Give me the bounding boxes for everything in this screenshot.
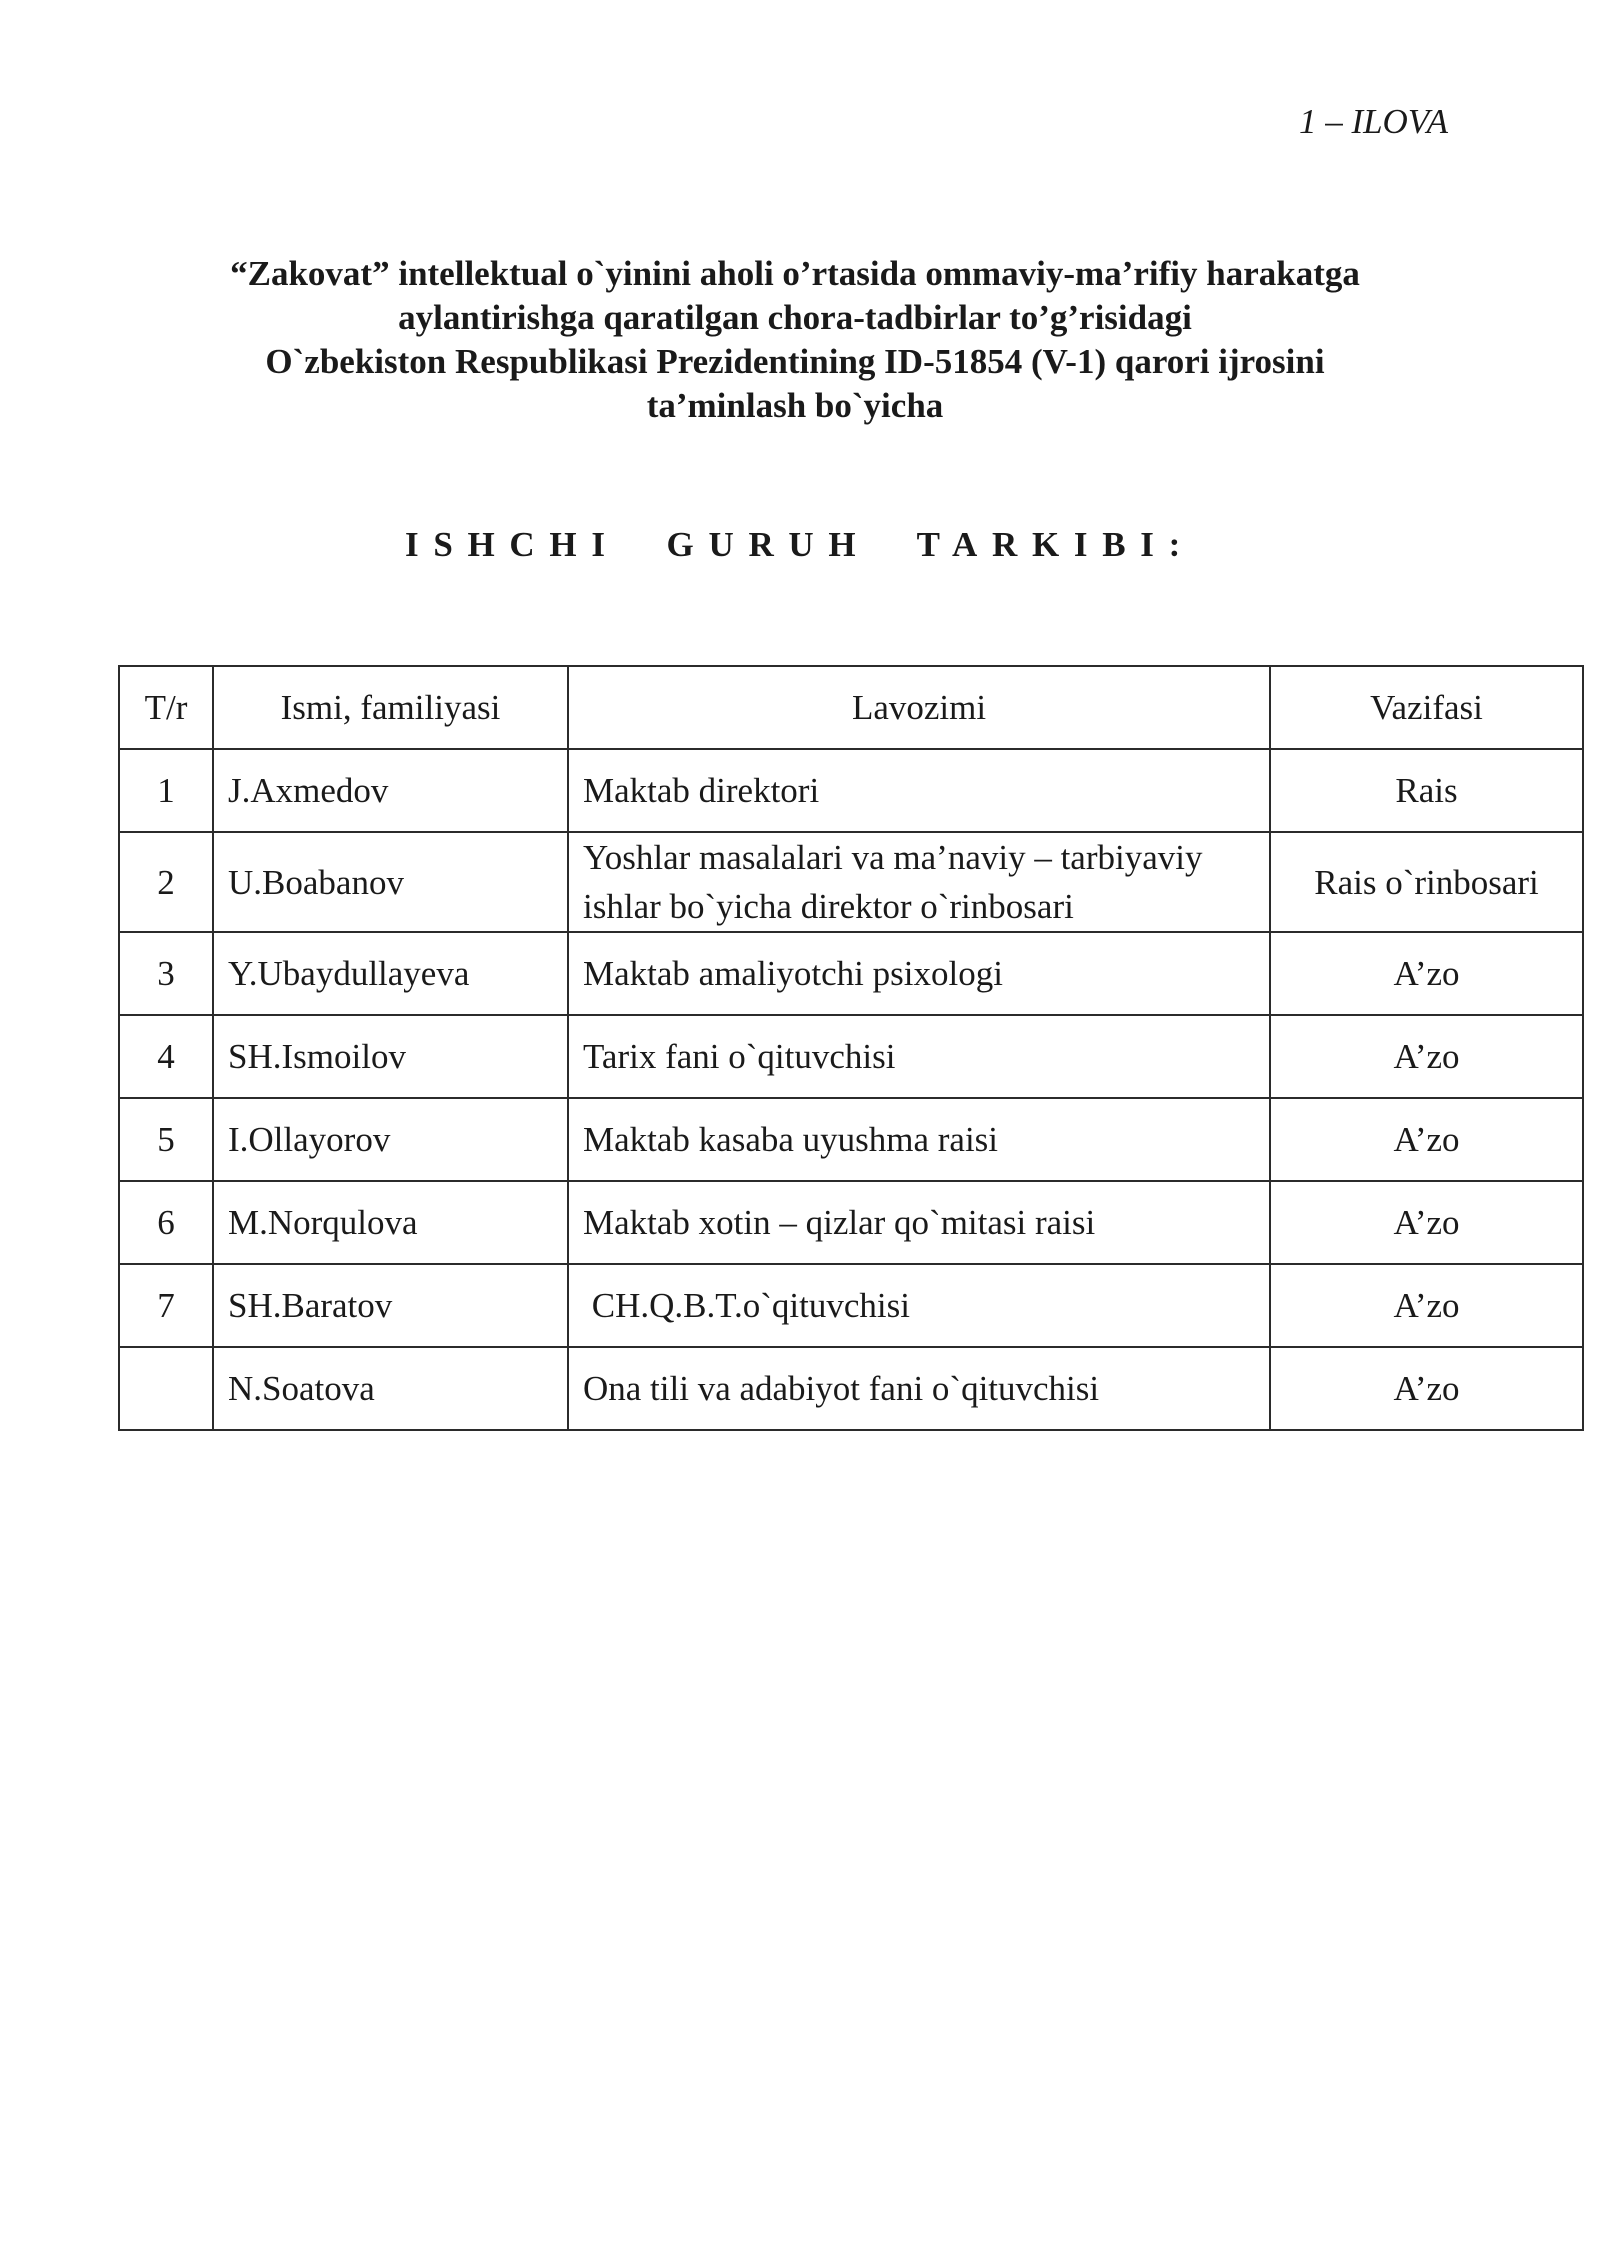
member-role: A’zo <box>1270 1264 1583 1347</box>
member-name: SH.Ismoilov <box>213 1015 568 1098</box>
member-name: I.Ollayorov <box>213 1098 568 1181</box>
table-row <box>119 1264 1583 1347</box>
title-line: “Zakovat” intellektual o`yinini aholi o’rtasida ommaviy-ma’rifiy harakatga <box>230 254 1360 293</box>
member-role: A’zo <box>1270 1098 1583 1181</box>
member-name: U.Boabanov <box>213 832 568 932</box>
member-name: Y.Ubaydullayeva <box>213 932 568 1015</box>
table-row <box>119 1098 1583 1181</box>
table-header-row <box>119 666 1583 749</box>
members-table <box>118 665 1584 1431</box>
member-position: Yoshlar masalalari va ma’naviy – tarbiyaviy ishlar bo`yicha direktor o`rinbosari <box>568 832 1270 932</box>
title-line: aylantirishga qaratilgan chora-tadbirlar to’g’risidagi <box>398 298 1192 337</box>
table-row <box>119 749 1583 832</box>
member-name: N.Soatova <box>213 1347 568 1430</box>
table-row <box>119 1181 1583 1264</box>
row-number: 2 <box>119 832 213 932</box>
member-position: Maktab amaliyotchi psixologi <box>568 932 1270 1015</box>
row-number <box>119 1347 213 1430</box>
member-role: A’zo <box>1270 1181 1583 1264</box>
member-position: Maktab direktori <box>568 749 1270 832</box>
table-row <box>119 932 1583 1015</box>
member-role: A’zo <box>1270 932 1583 1015</box>
appendix-label: 1 – ILOVA <box>1298 102 1448 141</box>
table-row <box>119 1347 1583 1430</box>
member-role: Rais o`rinbosari <box>1270 832 1583 932</box>
member-role: Rais <box>1270 749 1583 832</box>
title-line: O`zbekiston Respublikasi Prezidentining ID-51854 (V-1) qarori ijrosini <box>265 342 1325 381</box>
row-number: 7 <box>119 1264 213 1347</box>
row-number: 4 <box>119 1015 213 1098</box>
header-name: Ismi, familiyasi <box>213 666 568 749</box>
member-role: A’zo <box>1270 1347 1583 1430</box>
row-number: 5 <box>119 1098 213 1181</box>
section-heading: ISHCHI GURUH TARKIBI: <box>405 525 1195 564</box>
row-number: 6 <box>119 1181 213 1264</box>
row-number: 1 <box>119 749 213 832</box>
member-position: Maktab xotin – qizlar qo`mitasi raisi <box>568 1181 1270 1264</box>
header-position: Lavozimi <box>568 666 1270 749</box>
header-role: Vazifasi <box>1270 666 1583 749</box>
member-name: J.Axmedov <box>213 749 568 832</box>
member-position: Maktab kasaba uyushma raisi <box>568 1098 1270 1181</box>
member-role: A’zo <box>1270 1015 1583 1098</box>
member-name: SH.Baratov <box>213 1264 568 1347</box>
title-line: ta’minlash bo`yicha <box>646 386 944 425</box>
member-name: M.Norqulova <box>213 1181 568 1264</box>
header-number: T/r <box>119 666 213 749</box>
row-number: 3 <box>119 932 213 1015</box>
member-position: CH.Q.B.T.o`qituvchisi <box>568 1264 1270 1347</box>
member-position: Ona tili va adabiyot fani o`qituvchisi <box>568 1347 1270 1430</box>
member-position: Tarix fani o`qituvchisi <box>568 1015 1270 1098</box>
table-row <box>119 832 1583 932</box>
table-row <box>119 1015 1583 1098</box>
document-title <box>130 252 1460 428</box>
